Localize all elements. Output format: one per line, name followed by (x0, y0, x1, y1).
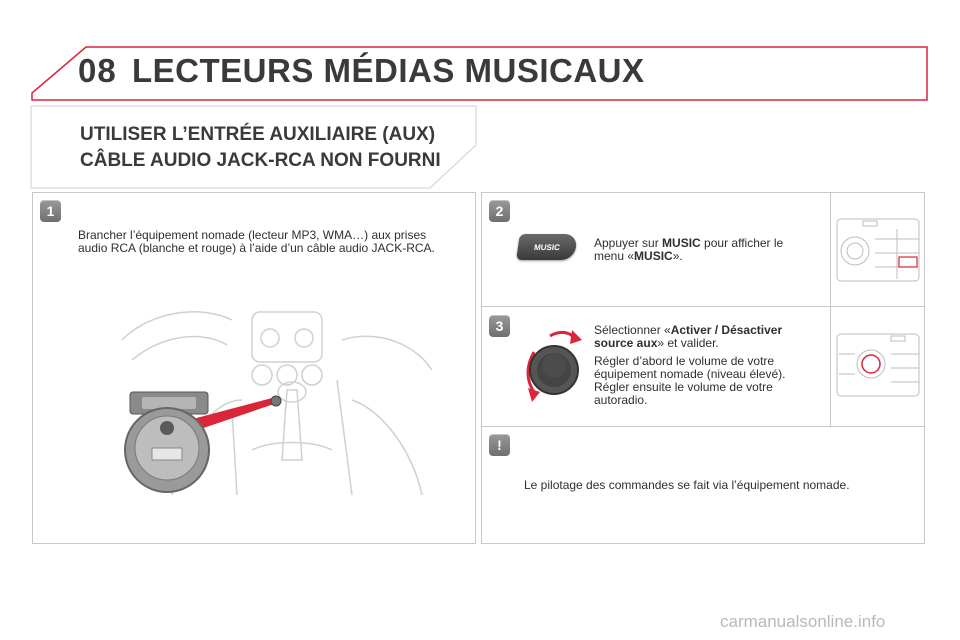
step1-text-line2: audio RCA (blanche et rouge) à l’aide d’un câble audio JACK-RCA. (78, 241, 435, 255)
watermark: carmanualsonline.info (720, 612, 886, 631)
step2-text-line2-post: ». (672, 249, 683, 263)
step3-line2-bold: source aux (594, 336, 658, 350)
step3-para2-line3: Régler ensuite le volume de votre (594, 380, 773, 394)
step3-badge: 3 (489, 315, 510, 337)
step2-divider (830, 193, 831, 306)
step1-text-line1: Brancher l’équipement nomade (lecteur MP3, WMA…) aux prises (78, 228, 427, 242)
step3-para2-line1: Régler d’abord le volume de votre (594, 354, 775, 368)
step3-divider (830, 307, 831, 427)
music-button-icon (516, 234, 578, 260)
chapter-title: LECTEURS MÉDIAS MUSICAUX (132, 52, 645, 89)
step3-line2-post: » et valider. (657, 336, 719, 350)
step1-text (78, 229, 470, 255)
step2-text-bold: MUSIC (662, 236, 701, 250)
step2-text-line2-pre: menu « (594, 249, 635, 263)
step2-text (594, 237, 814, 263)
chapter-number: 08 (78, 52, 117, 89)
step3-line1-pre: Sélectionner « (594, 323, 671, 337)
step2-text-line2-bold: MUSIC (634, 249, 673, 263)
step1-badge: 1 (40, 200, 61, 222)
step3-para2-line2: équipement nomade (niveau élevé). (594, 367, 786, 381)
music-button-label: MUSIC (533, 242, 561, 252)
step3-line1-bold: Activer / Désactiver (670, 323, 783, 337)
warning-badge: ! (489, 434, 510, 456)
section-title-line2: CÂBLE AUDIO JACK-RCA NON FOURNI (80, 150, 441, 171)
section-heading-box (30, 105, 478, 190)
rotary-knob-icon (520, 322, 588, 408)
radio-panel-knob-illustration (835, 330, 921, 400)
step2-text-post: pour afficher le (700, 236, 784, 250)
radio-panel-music-illustration (835, 215, 921, 285)
step3-para2-line4: autoradio. (594, 393, 648, 407)
section-title-line1: UTILISER L’ENTRÉE AUXILIAIRE (AUX) (80, 124, 436, 145)
step2-text-pre: Appuyer sur (594, 236, 663, 250)
step2-badge: 2 (489, 200, 510, 222)
step3-text (594, 324, 819, 407)
note-text: Le pilotage des commandes se fait via l’équipement nomade. (524, 478, 850, 492)
aux-socket-illustration (112, 300, 442, 500)
